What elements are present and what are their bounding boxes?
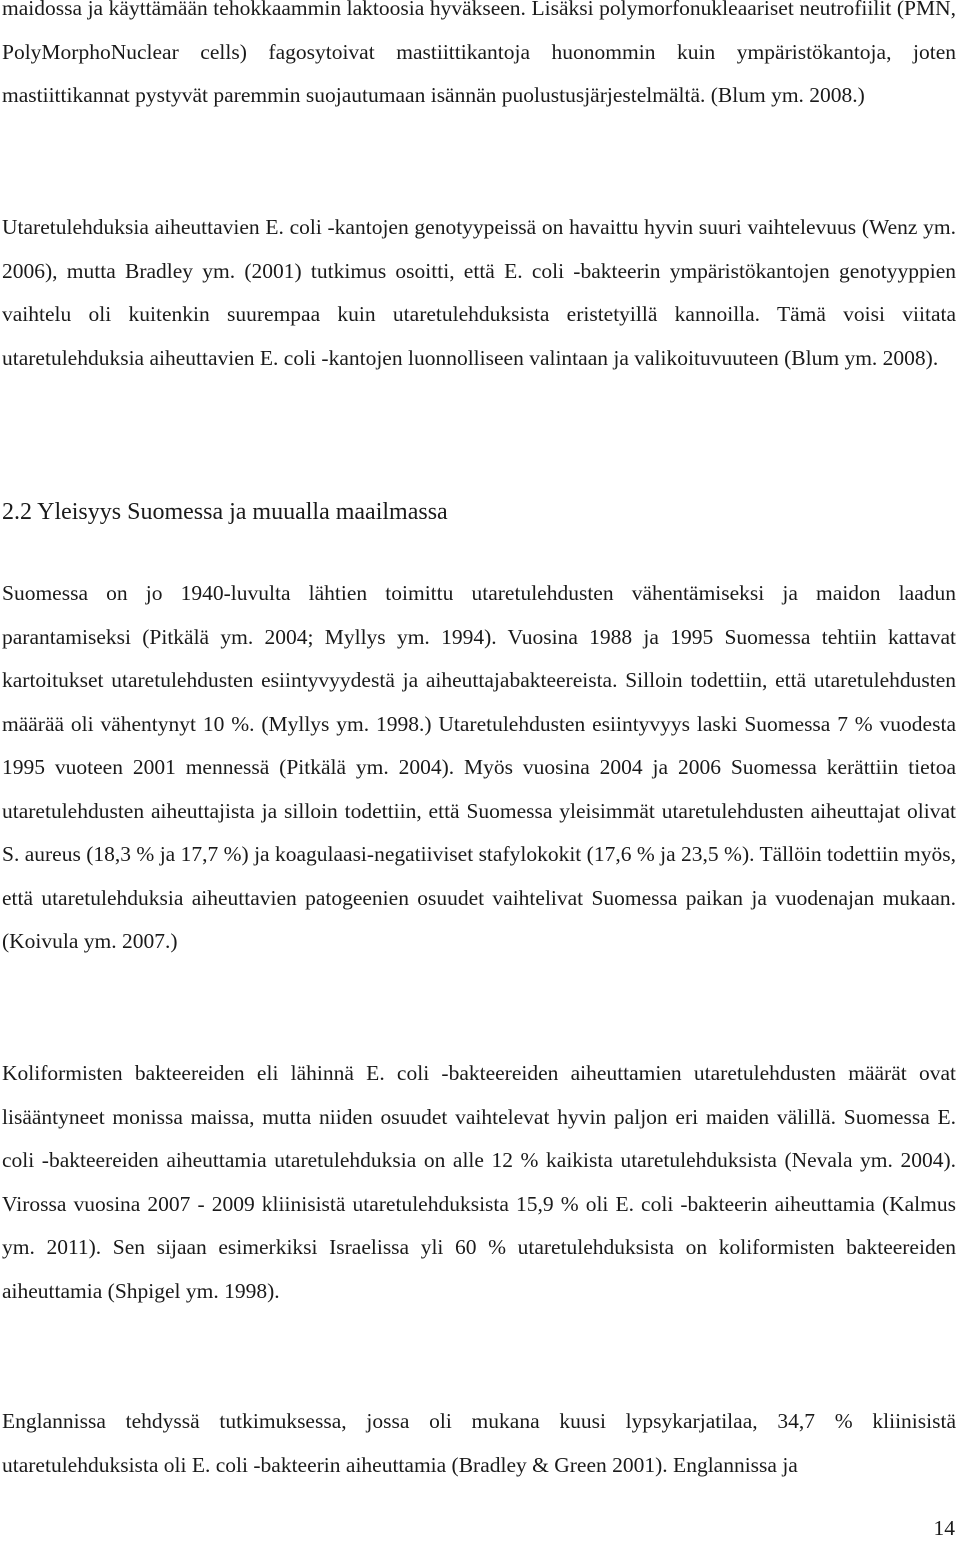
paragraph-england-study: Englannissa tehdyssä tutkimuksessa, jossa oli mukana kuusi lypsykarjatilaa, 34,7 % kliinisistä utaretulehduksista oli E. coli -bakteerin aiheuttamia (Bradley & Green 2001). Englannissa ja: [2, 1409, 956, 1477]
paragraph-mastitis-strains: maidossa ja käyttämään tehokkaammin laktoosia hyväkseen. Lisäksi polymorfonukleaariset neutrofiilit (PMN, PolyMorphoNuclear cells) fagosytoivat mastiittikantoja huonommin kuin ympäristökantoja, joten mastiittikannat pystyvät paremmin suojautumaan isännän puolustusjärjestelmältä. (Blum ym. 2008.): [2, 0, 956, 107]
page-number: 14: [933, 1516, 955, 1540]
section-heading: 2.2 Yleisyys Suomessa ja muualla maailmassa: [2, 499, 448, 525]
paragraph-coliform-mastitis: Koliformisten bakteereiden eli lähinnä E. coli -bakteereiden aiheuttamien utaretulehdusten määrät ovat lisääntyneet monissa maissa, mutta niiden osuudet vaihtelevat hyvin paljon eri maiden välillä. Suomessa E. coli -bakteereiden aiheuttamia utaretulehduksia on alle 12 % kaikista utaretulehduksista (Nevala ym. 2004). Virossa vuosina 2007 - 2009 kliinisistä utaretulehduksista 15,9 % oli E. coli -bakteerin aiheuttamia (Kalmus ym. 2011). Sen sijaan esimerkiksi Israelissa yli 60 % utaretulehduksista on koliformisten bakteereiden aiheuttamia (Shpigel ym. 1998).: [2, 1061, 956, 1303]
paragraph-genotype-variation: Utaretulehduksia aiheuttavien E. coli -kantojen genotyypeissä on havaittu hyvin suuri vaihtelevuus (Wenz ym. 2006), mutta Bradley ym. (2001) tutkimus osoitti, että E. coli -bakteerin ympäristökantojen genotyyppien vaihtelu oli kuitenkin suurempaa kuin utaretulehduksista eristetyillä kannoilla. Tämä voisi viitata utaretulehduksia aiheuttavien E. coli -kantojen luonnolliseen valintaan ja valikoituvuuteen (Blum ym. 2008).: [2, 215, 956, 370]
paragraph-finland-prevalence: Suomessa on jo 1940-luvulta lähtien toimittu utaretulehdusten vähentämiseksi ja maidon laadun parantamiseksi (Pitkälä ym. 2004; Myllys ym. 1994). Vuosina 1988 ja 1995 Suomessa tehtiin kattavat kartoitukset utaretulehdusten esiintyvyydestä ja aiheuttajabakteereista. Silloin todettiin, että utaretulehdusten määrää oli vähentynyt 10 %. (Myllys ym. 1998.) Utaretulehdusten esiintyvyys laski Suomessa 7 % vuodesta 1995 vuoteen 2001 mennessä (Pitkälä ym. 2004). Myös vuosina 2004 ja 2006 Suomessa kerättiin tietoa utaretulehdusten aiheuttajista ja silloin todettiin, että Suomessa yleisimmät utaretulehdusten aiheuttajat olivat S. aureus (18,3 % ja 17,7 %) ja koagulaasi-negatiiviset stafylokokit (17,6 % ja 23,5 %). Tällöin todettiin myös, että utaretulehduksia aiheuttavien patogeenien osuudet vaihtelivat Suomessa paikan ja vuodenajan mukaan. (Koivula ym. 2007.): [2, 581, 956, 953]
